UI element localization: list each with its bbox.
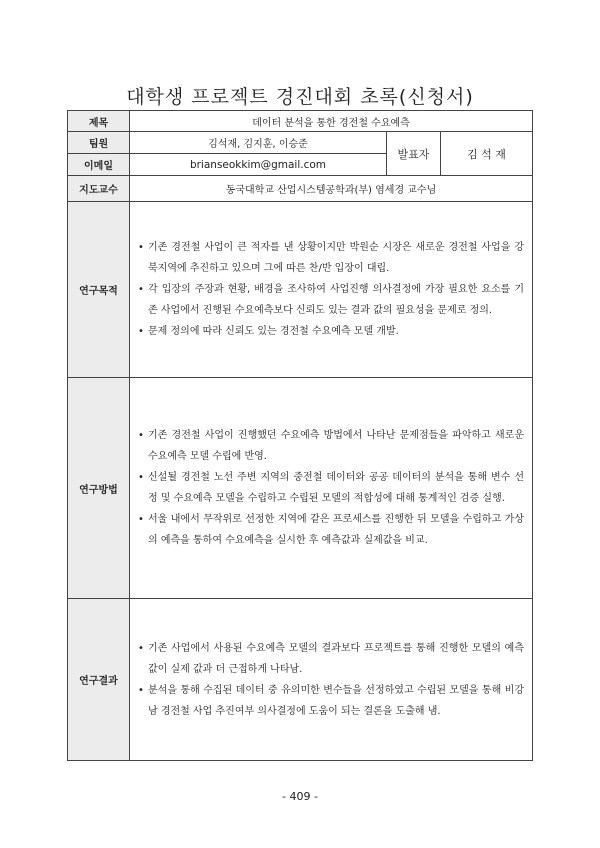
purpose-list: [138, 237, 524, 342]
method-item: [138, 509, 524, 551]
purpose-item: [138, 321, 524, 342]
team-value: 김석재, 김지훈, 이승준: [130, 132, 387, 154]
bullet-icon: •: [138, 514, 144, 525]
method-list: [138, 425, 524, 551]
subject-label: 제목: [68, 111, 130, 132]
method-item-text: 서울 내에서 무작위로 선정한 지역에 같은 프로세스를 진행한 뒤 모델을 수립하고 가상의 예측을 통하여 수요예측을 실시한 후 예측값과 실제값을 비교.: [148, 514, 524, 546]
bullet-icon: •: [138, 472, 144, 483]
bullet-icon: •: [138, 430, 144, 441]
purpose-label: 연구목적: [68, 202, 130, 378]
result-body: [130, 599, 533, 761]
purpose-item-text: 문제 정의에 따라 신뢰도 있는 경전철 수요예측 모델 개발.: [148, 326, 399, 337]
advisor-value: 동국대학교 산업시스템공학과(부) 염세경 교수님: [130, 176, 533, 202]
application-form-table: [67, 110, 533, 761]
method-label: 연구방법: [68, 378, 130, 599]
bullet-icon: •: [138, 684, 144, 696]
result-item: [138, 680, 524, 722]
result-item: [138, 638, 524, 680]
advisor-label: 지도교수: [68, 176, 130, 202]
page-number: - 409 -: [282, 790, 318, 803]
email-label: 이메일: [68, 154, 130, 176]
result-item-text: 분석을 통해 수집된 데이터 중 유의미한 변수들을 선정하였고 수립된 모델을 통해 비강남 경전철 사업 추진여부 의사결정에 도움이 되는 결론을 도출해 냄.: [148, 684, 524, 717]
subject-value: 데이터 분석을 통한 경전철 수요예측: [130, 111, 533, 132]
method-item: [138, 467, 524, 509]
purpose-item: [138, 279, 524, 321]
bullet-icon: •: [138, 242, 144, 253]
method-item-text: 기존 경전철 사업이 진행했던 수요예측 방법에서 나타난 문제점들을 파악하고 새로운 수요예측 모델 수립에 반영.: [148, 430, 524, 462]
presenter-value: 김 석 재: [441, 132, 533, 176]
bullet-icon: •: [138, 326, 144, 337]
result-item-text: 기존 사업에서 사용된 수요예측 모델의 결과보다 프로젝트를 통해 진행한 모델의 예측 값이 실제 값과 더 근접하게 나타남.: [148, 642, 524, 675]
team-label: 팀원: [68, 132, 130, 154]
page-title: 대학생 프로젝트 경진대회 초록(신청서): [126, 86, 474, 108]
email-value: brianseokkim@gmail.com: [130, 154, 387, 176]
purpose-item-text: 기존 경전철 사업이 큰 적자를 낸 상황이지만 박원순 시장은 새로운 경전철 사업을 강북지역에 추진하고 있으며 그에 따른 찬/반 입장이 대립.: [148, 242, 524, 274]
bullet-icon: •: [138, 284, 144, 295]
method-body: [130, 378, 533, 599]
purpose-item-text: 각 입장의 주장과 현황, 배경을 조사하여 사업진행 의사결정에 가장 필요한 요소를 기존 사업에서 진행된 수요예측보다 신뢰도 있는 결과 값의 필요성을 문제로 정의.: [148, 284, 524, 316]
purpose-body: [130, 202, 533, 378]
method-item-text: 신설될 경전철 노선 주변 지역의 중전철 데이터와 공공 데이터의 분석을 통해 변수 선정 및 수요예측 모델을 수립하고 수립된 모델의 적합성에 대해 통계적인 검증 실행.: [148, 472, 524, 504]
result-label: 연구결과: [68, 599, 130, 761]
method-item: [138, 425, 524, 467]
bullet-icon: •: [138, 642, 144, 654]
purpose-item: [138, 237, 524, 279]
presenter-label: 발표자: [387, 132, 441, 176]
result-list: [138, 638, 524, 722]
